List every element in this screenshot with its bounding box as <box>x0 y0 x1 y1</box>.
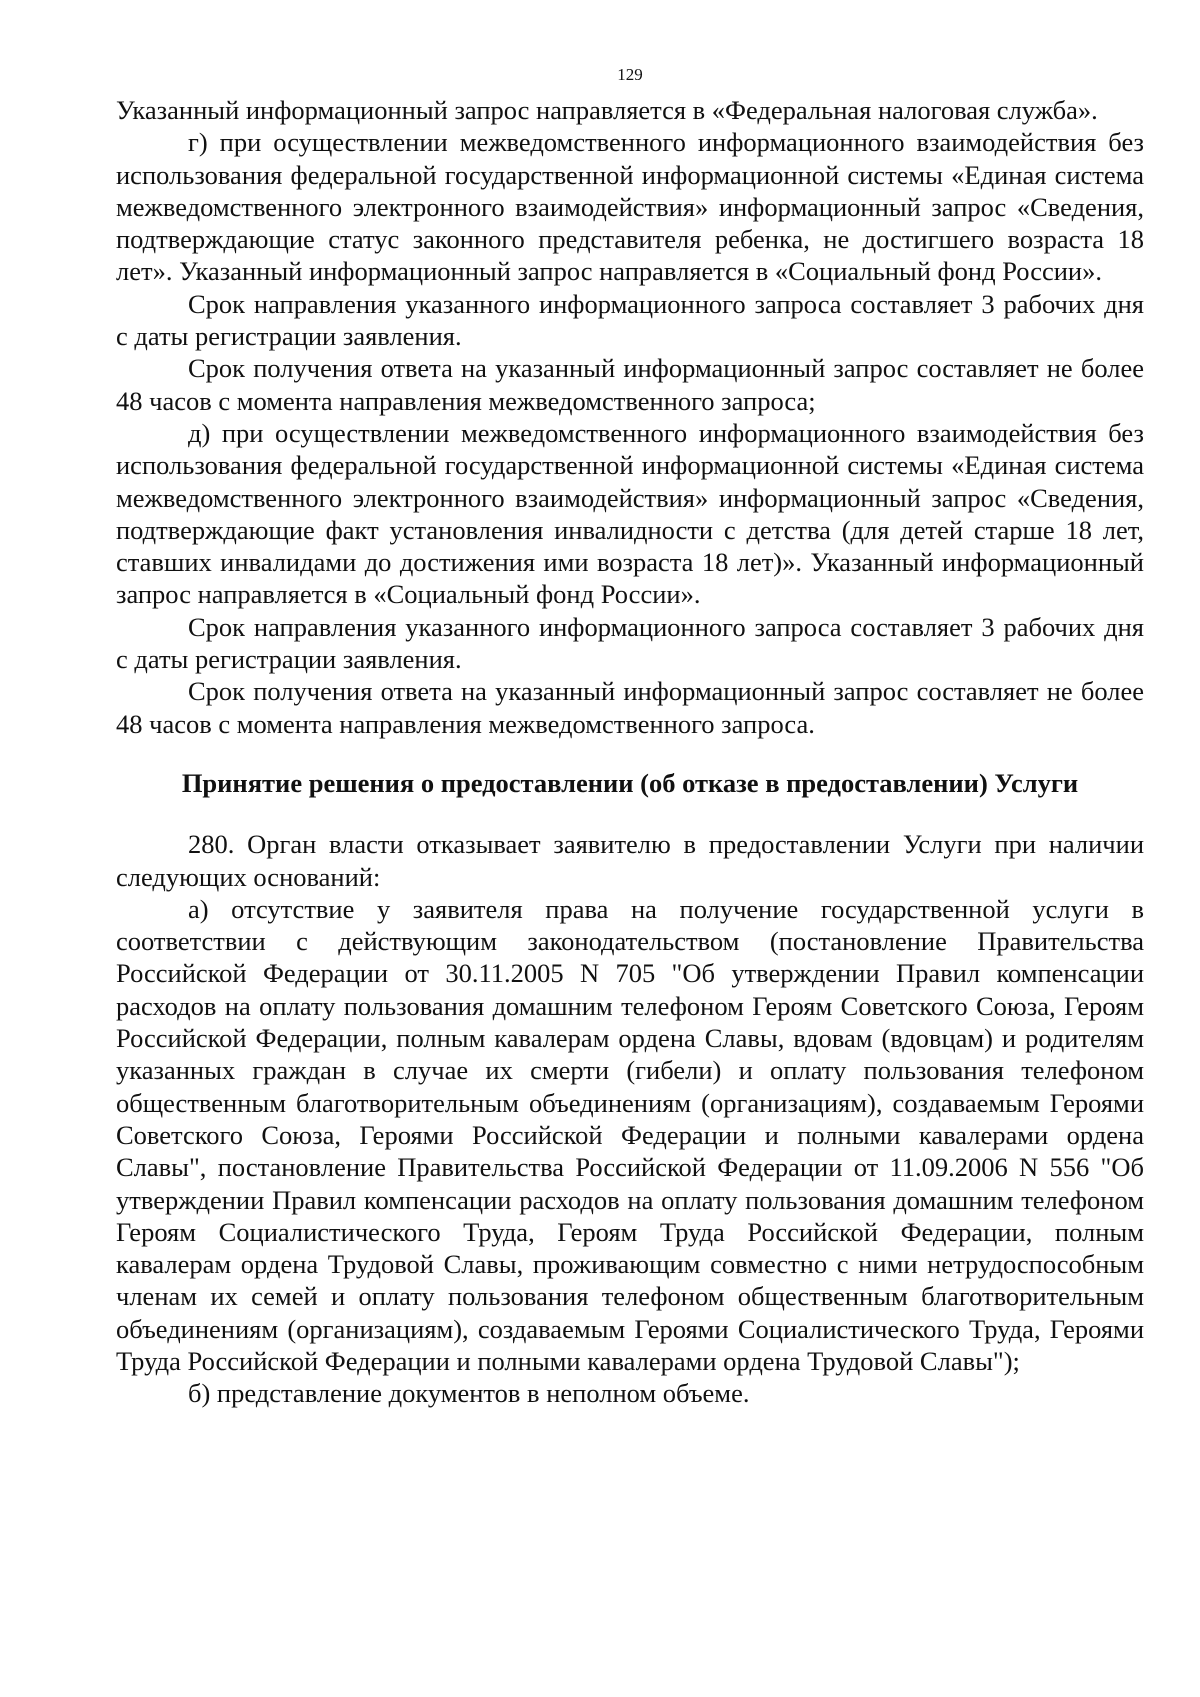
paragraph-item-d: д) при осуществлении межведомственного информационного взаимодействия без использования федеральной государственной информационной системы «Единая система межведомственного электронного взаимодействия» информационный запрос «Сведения, подтверждающие факт установления инвалидности с детства (для детей старше 18 лет, ставших инвалидами до достижения ими возраста 18 лет)». Указанный информационный запрос направляется в «Социальный фонд России». <box>116 417 1144 610</box>
section-heading: Принятие решения о предоставлении (об отказе в предоставлении) Услуги <box>181 767 1079 798</box>
document-page <box>116 62 1144 1410</box>
page-number: 129 <box>617 65 643 84</box>
paragraph-response-deadline: Срок получения ответа на указанный информационный запрос составляет не более 48 часов с момента направления межведомственного запроса; <box>116 353 1144 416</box>
paragraph-item-a: а) отсутствие у заявителя права на получение государственной услуги в соответствии с действующим законодательством (постановление Правительства Российской Федерации от 30.11.2005 N 705 "Об утверждении Правил компенсации расходов на оплату пользования домашним телефоном Героям Советского Союза, Героям Российской Федерации, полным кавалерам ордена Славы, вдовам (вдовцам) и родителям указанных граждан в случае их смерти (гибели) и оплату пользования телефоном общественным благотворительным объединениям (организациям), создаваемым Героями Советского Союза, Героями Российской Федерации и полными кавалерами ордена Славы", постановление Правительства Российской Федерации от 11.09.2006 N 556 "Об утверждении Правил компенсации расходов на оплату пользования домашним телефоном Героям Социалистического Труда, Героям Труда Российской Федерации, полным кавалерам ордена Трудовой Славы, проживающим совместно с ними нетрудоспособным членам их семей и оплату пользования телефоном общественным благотворительным объединениям (организациям), создаваемым Героями Социалистического Труда, Героями Труда Российской Федерации и полными кавалерами ордена Трудовой Славы"); <box>116 893 1144 1376</box>
paragraph-request-deadline: Срок направления указанного информационного запроса составляет 3 рабочих дня с даты регистрации заявления. <box>116 288 1144 352</box>
paragraph-response-deadline-2: Срок получения ответа на указанный информационный запрос составляет не более 48 часов с момента направления межведомственного запроса. <box>116 676 1144 739</box>
paragraph-item-g: г) при осуществлении межведомственного информационного взаимодействия без использования федеральной государственной информационной системы «Единая система межведомственного электронного взаимодействия» информационный запрос «Сведения, подтверждающие статус законного представителя ребенка, не достигшего возраста 18 лет». Указанный информационный запрос направляется в «Социальный фонд России». <box>116 127 1144 287</box>
paragraph-280: 280. Орган власти отказывает заявителю в предоставлении Услуги при наличии следующих оснований: <box>116 829 1144 892</box>
paragraph-tax-service-request: Указанный информационный запрос направляется в «Федеральная налоговая служба». <box>116 95 1098 125</box>
paragraph-request-deadline-2: Срок направления указанного информационного запроса составляет 3 рабочих дня с даты регистрации заявления. <box>116 611 1144 675</box>
paragraph-item-b: б) представление документов в неполном объеме. <box>188 1378 750 1409</box>
